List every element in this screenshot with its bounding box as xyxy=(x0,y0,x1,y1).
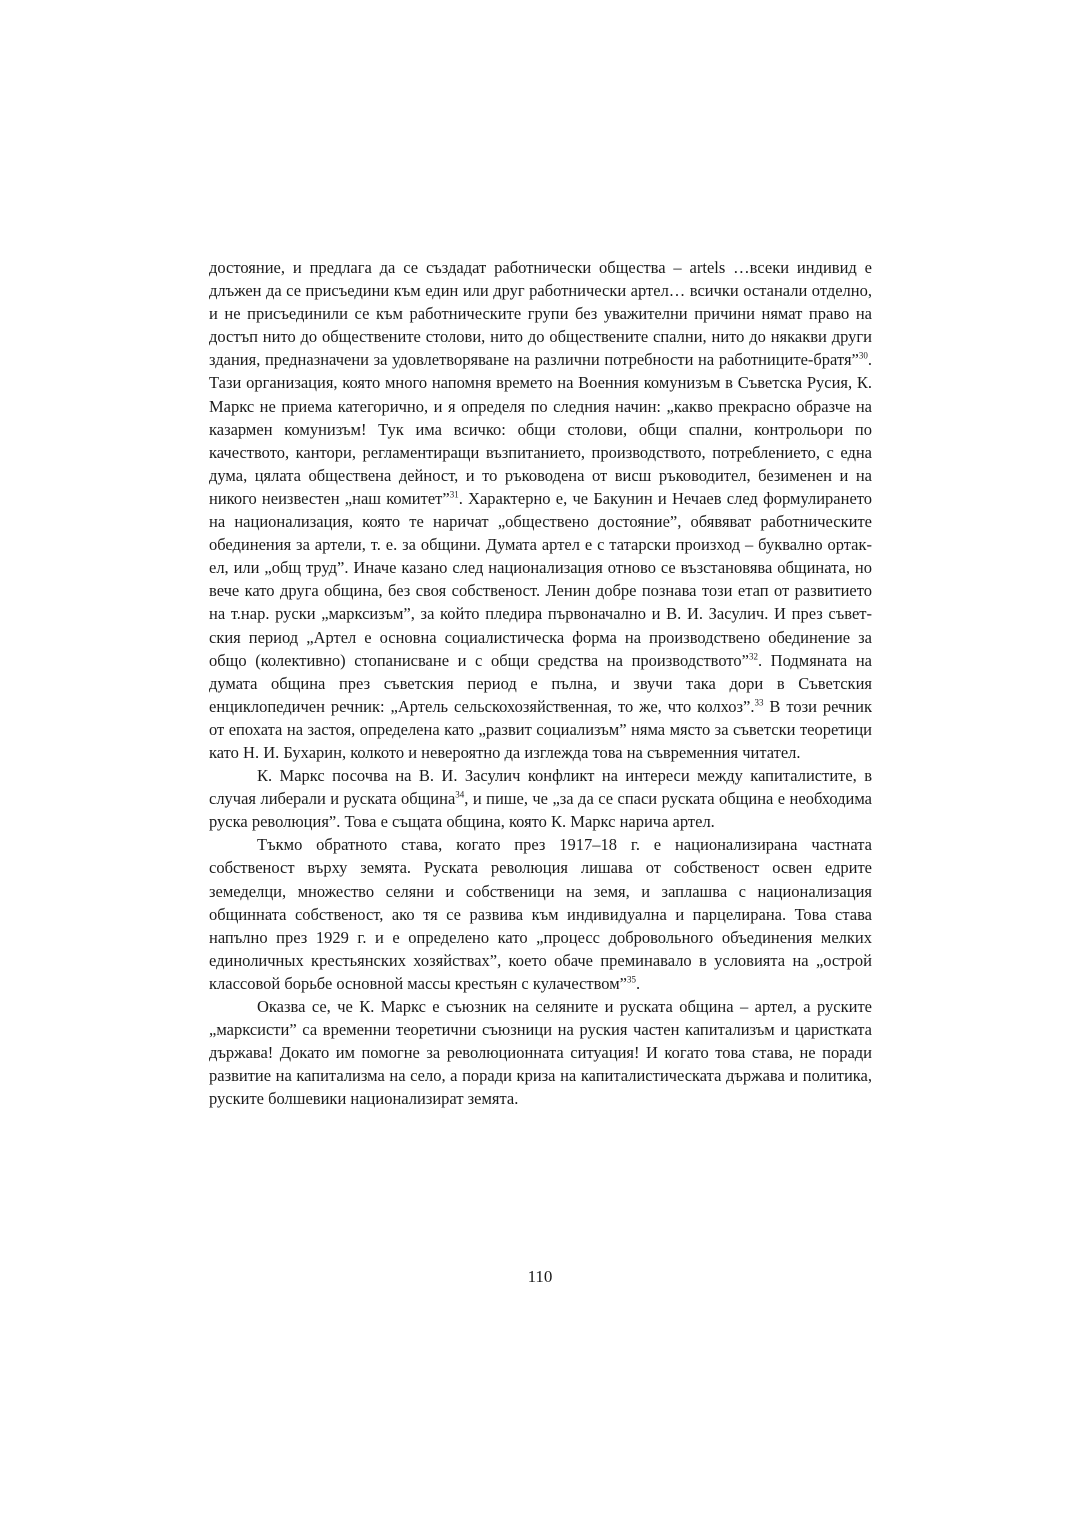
text-run: . Тази организация, която много напомня времето на Военния комунизъм в Съветска Русия, К. Маркс не приема категорично, и я определя по следния начин: „какво прекрасно образче на казармен комунизъм! Тук има всичко: общи столови, общи спални, контрольори по качеството, кантори, регламентиращи възпитанието, производството, потреблението, с една дума, цялата обществена дейност, и то ръководена от висш ръководител, безименен и на никого неизвестен „наш комитет” xyxy=(209,350,872,508)
text-run: достояние, и предлага да се създадат работнически общества – artels …всеки индивид е длъжен да се присъедини към един или друг работнически артел… всички останали отделно, и не присъединили се към работническите групи без уважителни причини нямат право на достъп нито до обществените столови, нито до обществените спални, нито до някакви други здания, предназначени за удовлетворяване на различни потребности на работниците-братя” xyxy=(209,258,872,370)
text-run: . Подмяната на думата община през съветския период е пълна, и звучи така дори в Съветския енциклопедичен речник: „Артель сельскохозяйственная, то же, что колхоз”. xyxy=(209,650,873,716)
text-run: К. Маркс посочва на В. И. Засулич конфликт на интереси между капиталистите, в случая либерали и руската община xyxy=(209,766,872,809)
text-run: Тъкмо обратното става, когато през 1917–18 г. е национализирана частната собственост върху земята. Руската революция лишава от собственост освен едрите земеделци, множество селяни и собственици на земя, и заплашва с национализация общинната собственост, ако тя се развива към индивидуална и парцелирана. Това става напълно през 1929 г. и е определено като „процесс добровольного объединения мелких единоличных крестьянских хозяйствах”, което обаче преминавало в условията на „острой классовой борьбе основной массы крестьян с кулачеством” xyxy=(209,835,872,993)
text-run: . Характерно е, че Бакунин и Нечаев след формулирането на национализация, която те наричат „обществено достояние”, обявяват работническите обединения за артели, т. е. за общини. Думата артел е с татарски произход – буквално ортак-ел, или „общ труд”. Иначе казано след национализация отново се възстановява общината, но вече като друга община, без своя собственост. Ленин добре познава този етап от развитието на т.нар. руски „марксизъм”, за който пледира първоначално и В. И. Засулич. И през съветския период „Артел е основна социалистическа форма на производствено обединение за общо (колективно) стопанисване и с общи средства на производството” xyxy=(209,488,873,670)
text-run: , и пише, че „за да се спаси руската община е необходима руска революция”. Това е същата община, която К. Маркс нарича артел. xyxy=(209,789,872,832)
footnote-ref: 34 xyxy=(455,789,465,800)
footnote-ref: 33 xyxy=(754,697,764,708)
footnote-ref: 30 xyxy=(858,350,868,361)
paragraph xyxy=(209,995,872,1110)
footnote-ref: 35 xyxy=(627,974,637,985)
body-text xyxy=(209,256,872,1110)
paragraph xyxy=(209,833,872,995)
text-run: . xyxy=(636,973,641,993)
text-run: Оказва се, че К. Маркс е съюзник на селяните и руската община – артел, а руските „марксисти” са временни теоретични съюзници на руския частен капитализъм и царистката държава! Докато им помогне за революционната ситуация! И когато това става, не поради развитие на капитализма на село, а поради криза на капиталистическата държава и политика, руските болшевики национализират земята. xyxy=(209,997,872,1109)
paragraph xyxy=(209,764,872,833)
text-run: В този речник от епохата на застоя, определена като „развит социализъм” няма място за съветски теоретици като Н. И. Бухарин, колкото и невероятно да изглежда това на съвременния читател. xyxy=(209,696,873,762)
paragraph xyxy=(209,256,872,764)
footnote-ref: 32 xyxy=(748,651,758,662)
page-number: 110 xyxy=(527,1267,553,1286)
footnote-ref: 31 xyxy=(449,489,459,500)
